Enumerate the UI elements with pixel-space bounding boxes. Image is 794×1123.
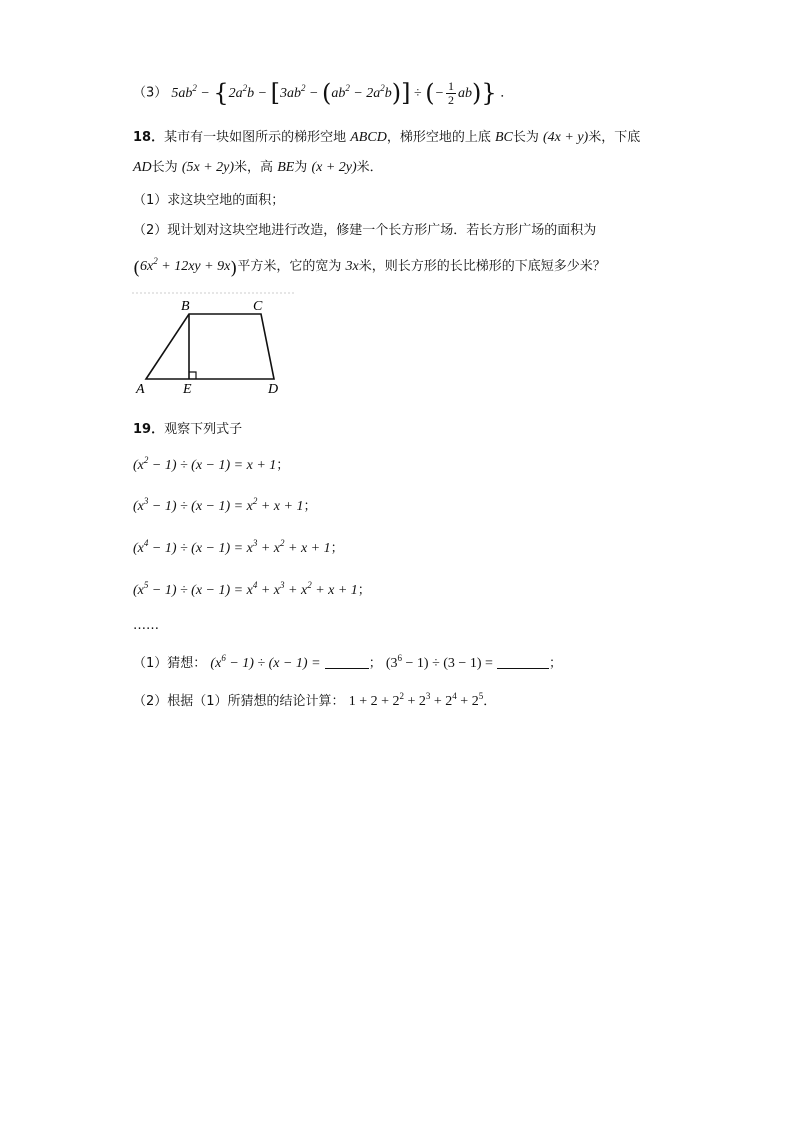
q18-number: 18． [133,130,165,145]
q19-number: 19． [133,422,165,437]
q18-part2-cont: $(6x^2 + 12xy + 9x)$平方米，它的宽为 3x米，则长方形的长比梯形的下底短多少米？ [133,256,606,279]
q18-stem-line2: AD长为 (5x + 2y)米，高 BE为 (x + 2y)米． [133,160,383,175]
trapezoid-abcd [146,314,274,379]
q19-eq3: $(x^4 - 1) \div (x - 1) = x^3 + x^2 + x + 1$； [133,538,344,556]
q19-eq2: $(x^3 - 1) \div (x - 1) = x^2 + x + 1$； [133,496,317,514]
q19-title: 19．观察下列式子 [133,422,243,437]
q17-expression: $5ab^2 - \{2a^2b - [3ab^2 - (ab^2 - 2a^2b)]$ ÷ (− $\frac{1}{2}$ ab)} [171,78,497,107]
q18-part1: （1）求这块空地的面积； [133,193,285,208]
q19-part1: （1）猜想： $(x^6 - 1) \div (x - 1)$ = ； $(3^6 - 1) \div (3 - 1)$ = ； [133,653,563,671]
right-angle-mark [189,372,196,379]
label-c: C [253,299,263,314]
q17-part3: （3） $5ab^2 - \{2a^2b - [3ab^2 - (ab^2 - 2a^2b)]$ ÷ (− $\frac{1}{2}$ ab)} ． [133,78,514,107]
answer-blank-2[interactable] [497,656,549,669]
q19-part2: （2）根据（1）所猜想的结论计算： $1 + 2 + 2^2 + 2^3 + 2^4 + 2^5$． [133,691,497,709]
label-d: D [268,382,279,397]
trapezoid-figure [130,290,300,400]
q19-ellipsis: …… [133,618,159,633]
q18-part2: （2）现计划对这块空地进行改造，修建一个长方形广场．若长方形广场的面积为 [133,223,597,238]
q19-eq4: $(x^5 - 1) \div (x - 1) = x^4 + x^3 + x^2 + x + 1$； [133,580,371,598]
label-a: A [136,382,145,397]
label-e: E [183,382,192,397]
q17-part3-label: （3） [133,85,168,101]
fraction-half: $\frac{1}{2}$ [448,79,455,107]
answer-blank-1[interactable] [325,656,369,669]
q18-stem-line1: 18．某市有一块如图所示的梯形空地 ABCD，梯形空地的上底 BC长为 (4x + y)米，下底 [133,130,641,145]
q19-eq1: $(x^2 - 1) \div (x - 1) = x + 1$； [133,455,290,473]
label-b: B [181,299,190,314]
